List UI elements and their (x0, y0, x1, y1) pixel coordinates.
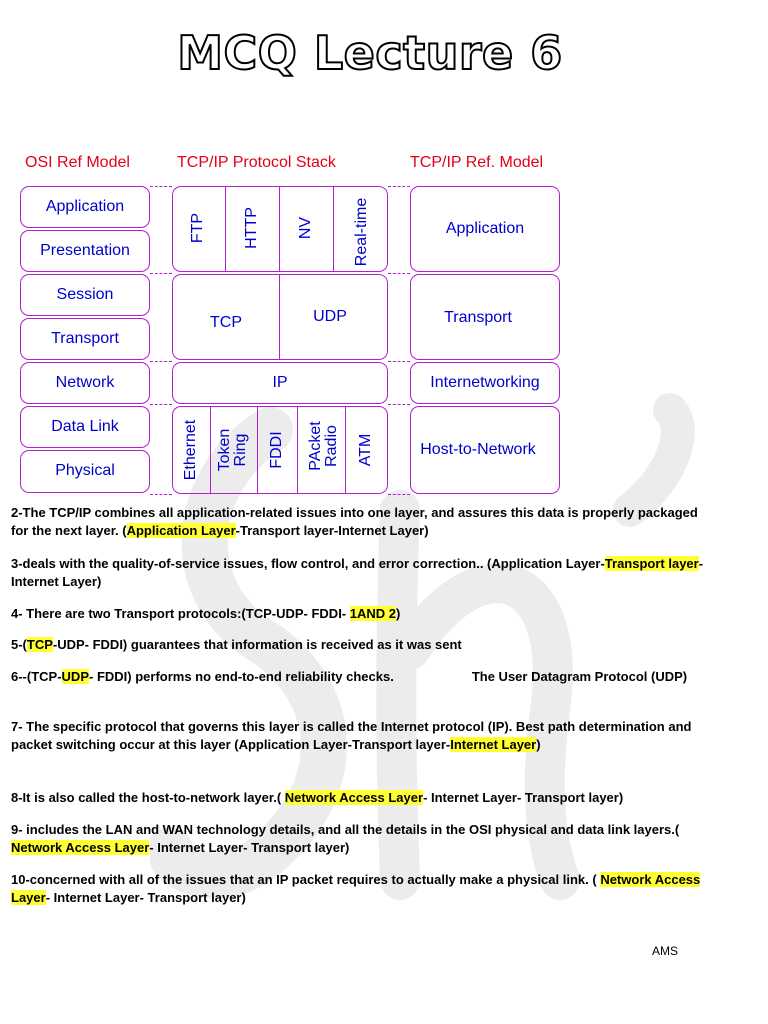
dash-line (150, 273, 172, 274)
question-text: - Internet Layer- Transport layer) (149, 840, 350, 855)
protocol-nv: NV (297, 216, 314, 240)
protocol-atm: ATM (357, 433, 374, 467)
osi-layer-label: Session (56, 285, 114, 303)
question-text: The User Datagram Protocol (UDP) (471, 669, 688, 684)
question-text: ) (536, 737, 541, 752)
question-text: -Internet Layer) (11, 556, 704, 589)
question-text: - Internet Layer- Transport layer) (45, 890, 246, 905)
header-osi-ref-model: OSI Ref Model (25, 154, 130, 171)
question-text: 8-It is also called the host-to-network layer.( (11, 790, 285, 805)
question-6 (11, 668, 711, 686)
divider (279, 274, 280, 360)
divider (279, 186, 280, 272)
question-text: -Transport layer-Internet Layer) (235, 523, 429, 538)
answer-highlight: Network Access Layer (11, 872, 701, 905)
question-text: 4- There are two Transport protocols:(TCP-UDP- FDDI- (11, 606, 350, 621)
dash-line (388, 361, 410, 362)
question-text: 6--(TCP- (11, 669, 62, 684)
protocol-ip: IP (272, 373, 288, 391)
question-3 (11, 555, 711, 591)
protocol-packet-radio: PAcket Radio (307, 421, 340, 471)
answer-highlight: Network Access Layer (11, 840, 150, 855)
question-text: 2-The TCP/IP combines all application-related issues into one layer, and assures this data is properly packaged for the next layer. ( (11, 505, 698, 538)
dash-line (388, 494, 410, 495)
question-text: -UDP- FDDI) guarantees that information is received as it was sent (52, 637, 462, 652)
question-10 (11, 871, 711, 907)
osi-layer-label: Transport (51, 329, 119, 347)
osi-layer-label: Network (55, 373, 115, 391)
question-9 (11, 821, 711, 857)
protocol-udp: UDP (313, 307, 347, 325)
ref-layer-label: Internetworking (430, 373, 540, 391)
protocol-ftp: FTP (189, 212, 206, 244)
protocol-token-ring: Token Ring (216, 428, 249, 472)
divider (225, 186, 226, 272)
dash-line (150, 494, 172, 495)
question-2 (11, 504, 711, 540)
answer-highlight: TCP (26, 637, 53, 652)
divider (333, 186, 334, 272)
answer-highlight: UDP (61, 669, 89, 684)
question-text: 10-concerned with all of the issues that an IP packet requires to actually make a physical link. ( (11, 872, 601, 887)
protocol-real-time: Real-time (353, 197, 370, 267)
ref-layer-label: Transport (444, 308, 512, 326)
question-text: 7- The specific protocol that governs this layer is called the Internet protocol (IP). Best path determination and packet switching occur at this layer (Application Layer-Transport layer- (11, 719, 692, 752)
protocol-ethernet: Ethernet (182, 419, 199, 481)
question-text: 5-( (11, 637, 27, 652)
answer-highlight: Transport layer (604, 556, 699, 571)
answer-highlight: Application Layer (126, 523, 236, 538)
question-5 (11, 636, 711, 654)
dash-line (150, 361, 172, 362)
footer-author: AMS (652, 944, 679, 958)
question-text: 3-deals with the quality-of-service issues, flow control, and error correction.. (Application Layer- (11, 556, 605, 571)
protocol-http: HTTP (243, 207, 260, 249)
tcpip-model-diagram (0, 0, 768, 500)
question-8 (11, 789, 711, 807)
protocol-tcp: TCP (210, 313, 242, 331)
dash-line (150, 404, 172, 405)
osi-layer-label: Data Link (51, 417, 119, 435)
ref-layer-label: Application (445, 219, 525, 237)
question-text: - Internet Layer- Transport layer) (423, 790, 624, 805)
osi-layer-label: Physical (55, 462, 115, 480)
header-tcpip-protocol-stack: TCP/IP Protocol Stack (177, 154, 336, 171)
answer-highlight: 1AND 2 (349, 606, 396, 621)
answer-highlight: Internet Layer (450, 737, 537, 752)
dash-line (388, 404, 410, 405)
question-7 (11, 718, 711, 754)
question-text: - FDDI) performs no end-to-end reliability checks. (89, 669, 394, 684)
question-4 (11, 605, 711, 623)
header-tcpip-ref-model: TCP/IP Ref. Model (410, 154, 544, 171)
protocol-fddi: FDDI (268, 431, 285, 469)
answer-highlight: Network Access Layer (284, 790, 424, 805)
question-text: 9- includes the LAN and WAN technology details, and all the details in the OSI physical and data link layers.( (11, 822, 680, 837)
osi-layer-label: Application (45, 197, 125, 215)
dash-line (150, 186, 172, 187)
ref-layer-label: Host-to-Network (420, 440, 536, 458)
question-text: ) (396, 606, 401, 621)
dash-line (388, 273, 410, 274)
osi-layer-label: Presentation (40, 241, 130, 259)
dash-line (388, 186, 410, 187)
page-title: MCQ Lecture 6 (177, 26, 563, 80)
